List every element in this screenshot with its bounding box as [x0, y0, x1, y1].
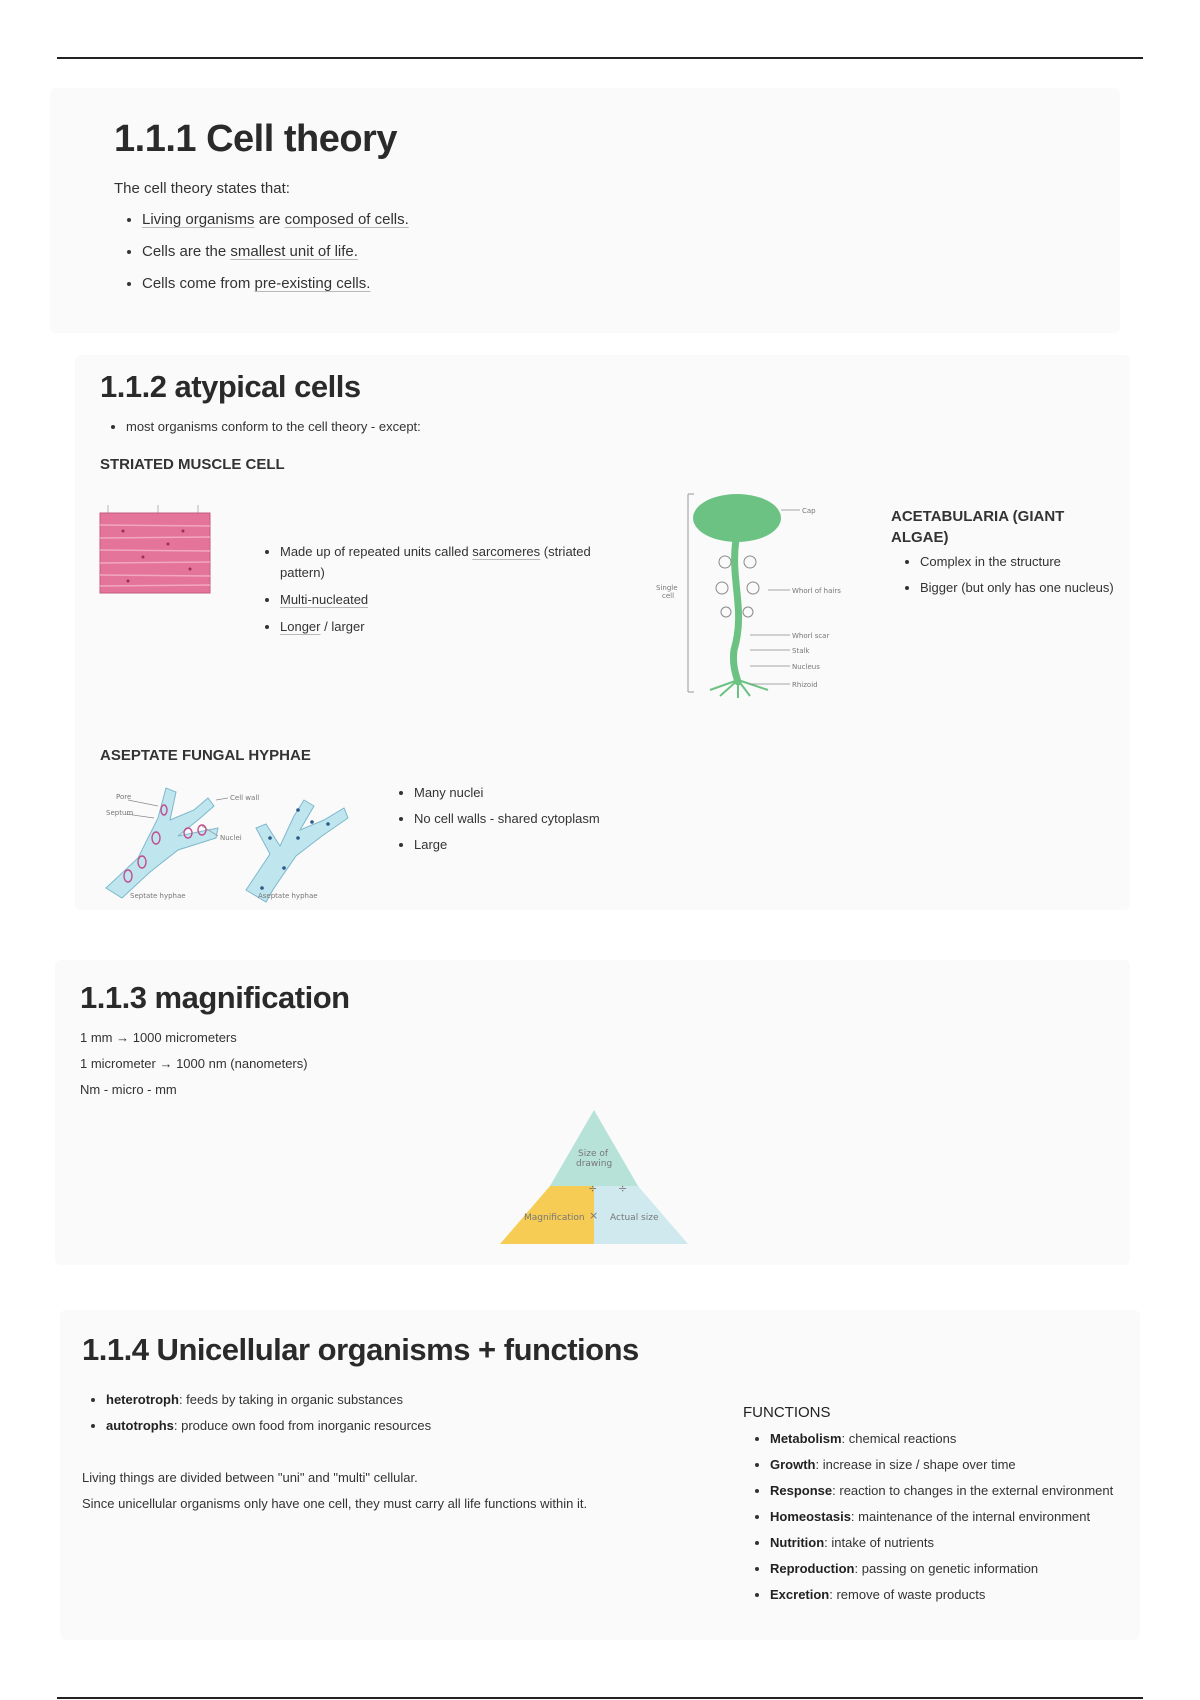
list-item: • Cells come from pre-existing cells. — [142, 268, 409, 300]
function-item: • Growth: increase in size / shape over time — [770, 1452, 1113, 1478]
list-item: • Living organisms are composed of cells. — [142, 204, 409, 236]
atypical-intro-list — [104, 414, 421, 440]
svg-text:Whorl scar: Whorl scar — [792, 632, 830, 640]
acetabularia-heading: ACETABULARIA (GIANT ALGAE) — [891, 508, 1065, 546]
svg-text:Stalk: Stalk — [792, 647, 810, 655]
svg-text:×: × — [589, 1209, 599, 1222]
function-item: • Response: reaction to changes in the external environment — [770, 1478, 1113, 1504]
svg-text:drawing: drawing — [576, 1159, 613, 1169]
list-item: • heterotroph: feeds by taking in organic substances — [106, 1387, 431, 1413]
list-item: • Made up of repeated units called sarcomeres (striated pattern) — [280, 541, 620, 583]
svg-text:Size of: Size of — [578, 1149, 609, 1159]
magnification-line-1: 1 mm → 1000 micrometers — [80, 1030, 237, 1045]
bottom-rule — [57, 1697, 1143, 1699]
unicellular-heading: 1.1.4 Unicellular organisms + functions — [82, 1332, 639, 1367]
svg-text:Pore: Pore — [116, 793, 132, 801]
list-item: • most organisms conform to the cell theory - except: — [126, 414, 421, 440]
cell-theory-heading: 1.1.1 Cell theory — [114, 118, 397, 160]
unicellular-paragraph-1: Living things are divided between "uni" and "multi" cellular. — [82, 1470, 418, 1485]
muscle-cell-heading: STRIATED MUSCLE CELL — [100, 456, 285, 473]
list-item: • Longer / larger — [280, 616, 620, 637]
list-item: • Multi-nucleated — [280, 589, 620, 610]
magnification-triangle-diagram — [498, 1108, 690, 1246]
magnification-line-2: 1 micrometer → 1000 nm (nanometers) — [80, 1056, 308, 1071]
svg-text:Cap: Cap — [802, 507, 816, 515]
svg-text:Aseptate hyphae: Aseptate hyphae — [258, 892, 318, 900]
svg-text:Nucleus: Nucleus — [792, 663, 820, 671]
list-item: • Complex in the structure — [920, 549, 1114, 575]
list-item: • Many nuclei — [414, 780, 600, 806]
atypical-cells-heading: 1.1.2 atypical cells — [100, 369, 361, 404]
svg-text:Nuclei: Nuclei — [220, 834, 242, 842]
functions-heading: FUNCTIONS — [743, 1404, 831, 1421]
svg-text:Septate hyphae: Septate hyphae — [130, 892, 186, 900]
unicellular-paragraph-2: Since unicellular organisms only have one cell, they must carry all life functions within it. — [82, 1496, 588, 1511]
list-item: • Cells are the smallest unit of life. — [142, 236, 409, 268]
svg-text:Rhizoid: Rhizoid — [792, 681, 818, 689]
muscle-cell-list — [258, 541, 620, 637]
svg-text:Whorl of hairs: Whorl of hairs — [792, 587, 841, 595]
svg-text:Actual size: Actual size — [610, 1213, 659, 1223]
fungal-hyphae-list — [392, 780, 600, 858]
list-item: • No cell walls - shared cytoplasm — [414, 806, 600, 832]
cell-theory-list — [120, 204, 409, 300]
list-item: • autotrophs: produce own food from inorganic resources — [106, 1413, 431, 1439]
list-item: • Large — [414, 832, 600, 858]
striated-muscle-illustration — [98, 493, 216, 597]
svg-text:cell: cell — [662, 592, 675, 600]
list-item: • Bigger (but only has one nucleus) — [920, 575, 1114, 601]
functions-list — [748, 1426, 1113, 1608]
acetabularia-list — [898, 549, 1114, 601]
svg-text:÷: ÷ — [588, 1182, 598, 1195]
function-item: • Excretion: remove of waste products — [770, 1582, 1113, 1608]
svg-text:÷: ÷ — [618, 1182, 628, 1195]
svg-text:Septum: Septum — [106, 809, 134, 817]
fungal-hyphae-heading: ASEPTATE FUNGAL HYPHAE — [100, 747, 311, 764]
fungal-hyphae-illustration — [98, 778, 358, 903]
top-rule — [57, 57, 1143, 59]
svg-text:Single: Single — [656, 584, 678, 592]
acetabularia-illustration — [650, 490, 870, 700]
function-item: • Reproduction: passing on genetic information — [770, 1556, 1113, 1582]
function-item: • Metabolism: chemical reactions — [770, 1426, 1113, 1452]
function-item: • Homeostasis: maintenance of the internal environment — [770, 1504, 1113, 1530]
svg-text:Magnification: Magnification — [524, 1213, 585, 1223]
magnification-line-3: Nm - micro - mm — [80, 1082, 177, 1097]
magnification-heading: 1.1.3 magnification — [80, 980, 350, 1015]
cell-theory-intro: The cell theory states that: — [114, 180, 290, 197]
svg-text:Cell wall: Cell wall — [230, 794, 260, 802]
function-item: • Nutrition: intake of nutrients — [770, 1530, 1113, 1556]
organism-types-list — [84, 1387, 431, 1439]
